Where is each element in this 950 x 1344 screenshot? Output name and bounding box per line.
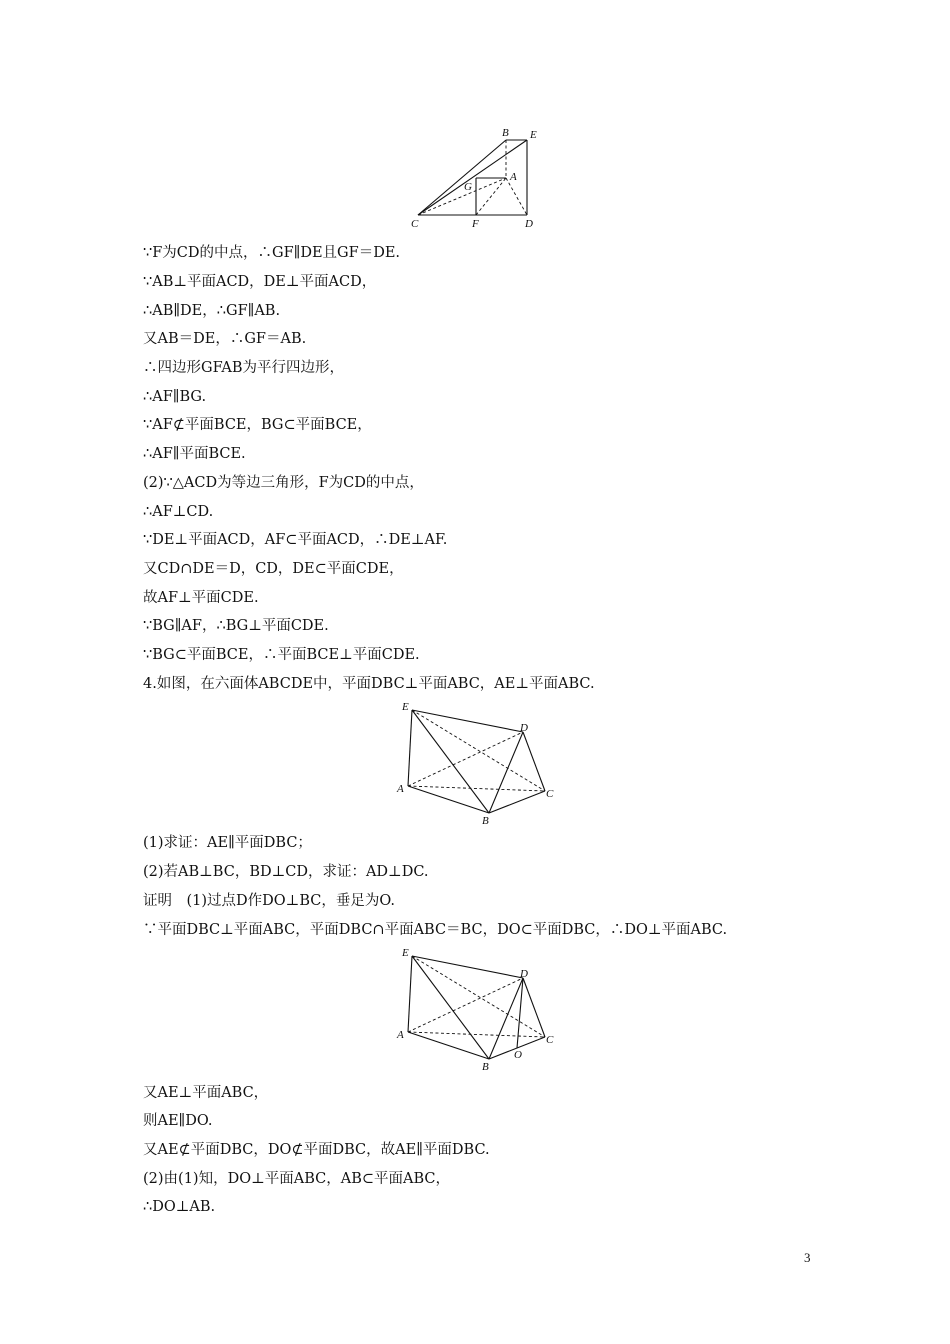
text-line: ∴AF∥BG. (143, 389, 207, 405)
label-b: B (482, 1061, 489, 1073)
text-line: ∴AF⊥CD. (143, 504, 214, 520)
label-a: A (397, 783, 404, 795)
figure-pyramid-bcefad (405, 122, 555, 234)
text-line: 则AE∥DO. (143, 1113, 213, 1129)
text-line: (2)若AB⊥BC，BD⊥CD，求证：AD⊥DC. (143, 864, 429, 880)
text-line: ∵BG⊂平面BCE，∴平面BCE⊥平面CDE. (143, 647, 420, 663)
text-line: 又AB＝DE，∴GF＝AB. (143, 331, 307, 347)
text-line: (2)∵△ACD为等边三角形，F为CD的中点， (143, 475, 424, 491)
text-line: 又AE⊥平面ABC， (143, 1085, 269, 1101)
text-line: 故AF⊥平面CDE. (143, 590, 259, 606)
text-line: (1)求证：AE∥平面DBC； (143, 835, 312, 851)
label-d: D (520, 968, 528, 980)
figure-hexahedron-with-o (393, 944, 563, 1074)
label-c: C (411, 218, 419, 230)
text-line: (2)由(1)知，DO⊥平面ABC，AB⊂平面ABC， (143, 1171, 450, 1187)
text-line: 证明 (1)过点D作DO⊥BC，垂足为O. (143, 893, 395, 909)
label-a: A (510, 171, 517, 183)
label-e: E (402, 947, 409, 959)
figure-hexahedron-abcde (393, 698, 563, 828)
text-line: ∴AF∥平面BCE. (143, 446, 246, 462)
text-line: ∵AF⊄平面BCE，BG⊂平面BCE， (143, 417, 372, 433)
label-e: E (530, 129, 537, 141)
text-line: ∵平面DBC⊥平面ABC，平面DBC∩平面ABC＝BC，DO⊂平面DBC，∴DO⊥平面ABC. (143, 922, 728, 938)
label-b: B (482, 815, 489, 827)
label-c: C (546, 1034, 554, 1046)
text-line: 又CD∩DE＝D，CD，DE⊂平面CDE， (143, 561, 404, 577)
label-b: B (502, 127, 509, 139)
text-line: ∵AB⊥平面ACD，DE⊥平面ACD， (143, 274, 377, 290)
label-f: F (472, 218, 479, 230)
label-o: O (514, 1049, 522, 1061)
problem-4-statement: 4.如图，在六面体ABCDE中，平面DBC⊥平面ABC，AE⊥平面ABC. (143, 676, 595, 692)
text-line: ∴四边形GFAB为平行四边形， (143, 360, 345, 376)
label-c: C (546, 788, 554, 800)
label-e: E (402, 701, 409, 713)
label-a: A (397, 1029, 404, 1041)
label-d: D (525, 218, 533, 230)
text-line: ∴DO⊥AB. (143, 1199, 216, 1215)
label-d: D (520, 722, 528, 734)
text-line: ∵BG∥AF，∴BG⊥平面CDE. (143, 618, 329, 634)
text-line: ∵DE⊥平面ACD，AF⊂平面ACD，∴DE⊥AF. (143, 532, 448, 548)
text-line: ∵F为CD的中点，∴GF∥DE且GF＝DE. (143, 245, 401, 261)
page-number: 3 (804, 1250, 811, 1265)
label-g: G (464, 181, 472, 193)
text-line: ∴AB∥DE，∴GF∥AB. (143, 303, 281, 319)
text-line: 又AE⊄平面DBC，DO⊄平面DBC，故AE∥平面DBC. (143, 1142, 490, 1158)
